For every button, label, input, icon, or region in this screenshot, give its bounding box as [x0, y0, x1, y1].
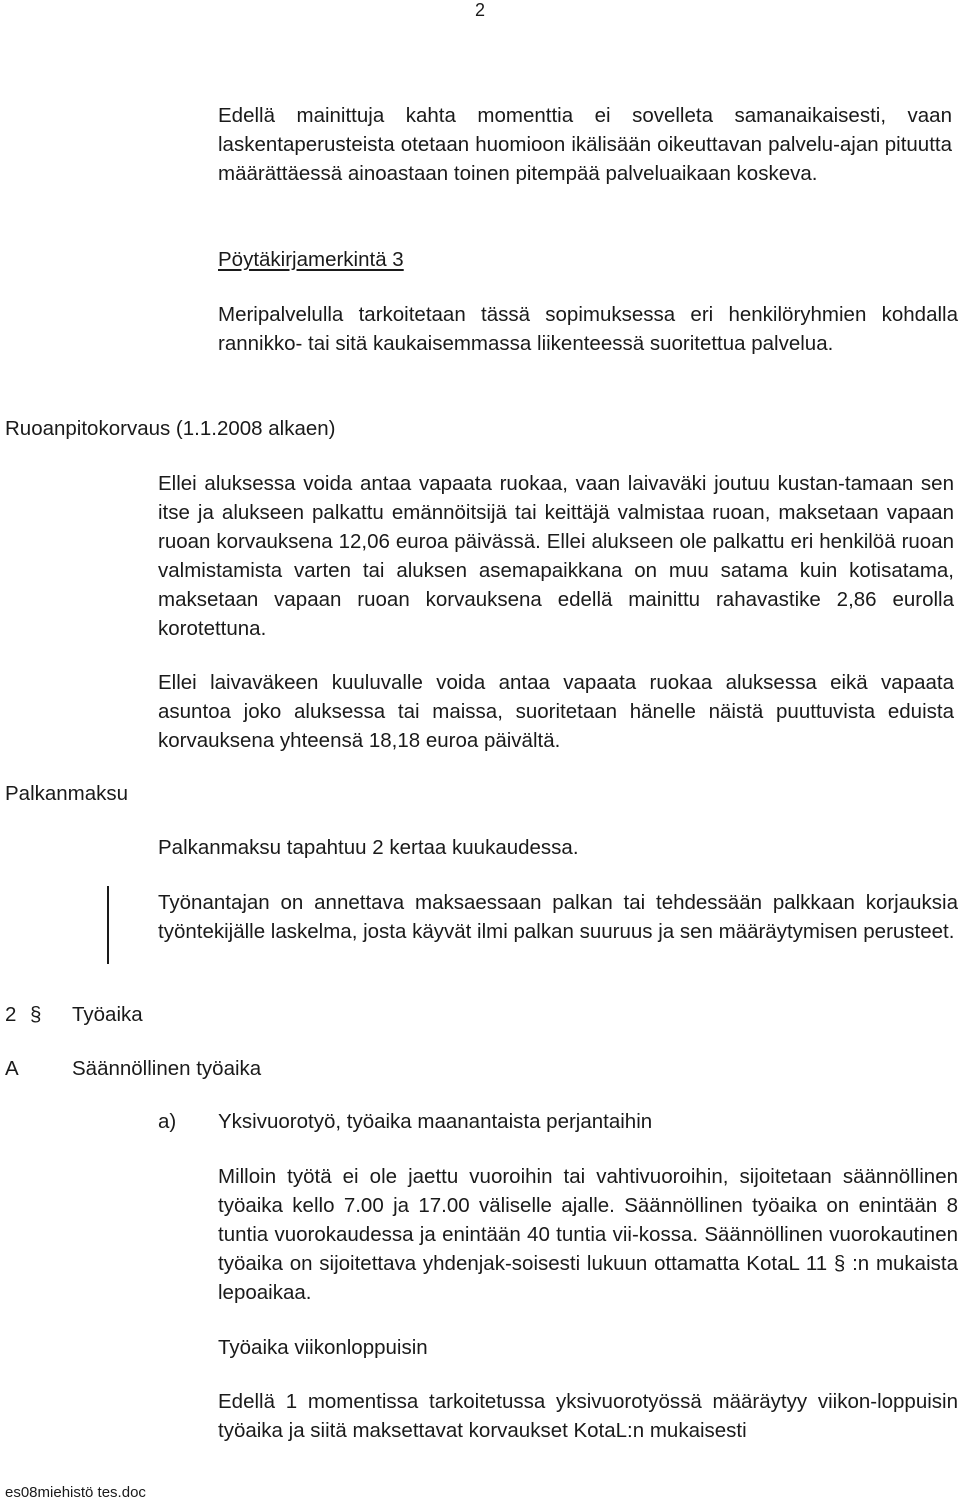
- item-title: Yksivuorotyö, työaika maanantaista perjantaihin: [218, 1110, 653, 1133]
- food-paragraph-1: Ellei aluksessa voida antaa vapaata ruokaa, vaan laivaväki joutuu kustan-tamaan sen itse ja alukseen palkattu emännöitsijä tai keittäjä valmistaa ruoan, maksetaan vapaan ruoan korvauksena 12,06 euroa päivässä. Ellei alukseen ole palkattu eri henkilöä ruoan valmistamista varten tai aluksen asemapaikkana on muu satama kuin kotisatama, maksetaan vapaan ruoan korvauksena edellä mainittu rahavastike 2,86 eurolla korotettuna.: [158, 472, 954, 640]
- pay-paragraph-2: Työnantajan on annettava maksaessaan palkan tai tehdessään palkkaan korjauksia työntekijälle laskelma, josta käyvät ilmi palkan suuruus ja sen määräytymisen perusteet.: [158, 891, 958, 943]
- item-label: a): [158, 1110, 177, 1133]
- section-symbol: §: [30, 1003, 42, 1026]
- pay-paragraph-1: Palkanmaksu tapahtuu 2 kertaa kuukaudessa.: [158, 836, 579, 859]
- heading-food-allowance: Ruoanpitokorvaus (1.1.2008 alkaen): [5, 417, 336, 440]
- protocol-paragraph: Meripalvelulla tarkoitetaan tässä sopimuksessa eri henkilöryhmien kohdalla rannikko- tai sitä kaukaisemmassa liikenteessä suoritettua palvelua.: [218, 303, 958, 355]
- subsection-title: Säännöllinen työaika: [72, 1057, 262, 1080]
- protocol-note-title: Pöytäkirjamerkintä 3: [218, 248, 404, 271]
- weekend-paragraph: Edellä 1 momentissa tarkoitetussa yksivuorotyössä määräytyy viikon-loppuisin työaika ja siitä maksettavat korvaukset KotaL:n mukaisesti: [218, 1390, 958, 1442]
- subsection-letter: A: [5, 1057, 19, 1080]
- change-bar: [107, 886, 109, 964]
- section-title: Työaika: [72, 1003, 143, 1026]
- weekend-title: Työaika viikonloppuisin: [218, 1336, 428, 1359]
- work-paragraph: Milloin työtä ei ole jaettu vuoroihin tai vahtivuoroihin, sijoitetaan säännöllinen työaika kello 7.00 ja 17.00 väliselle ajalle. Säännöllinen työaika on enintään 8 tuntia vuorokaudessa ja enintään 40 tuntia vii-kossa. Säännöllinen vuorokautinen työaika on sijoitettava yhdenjak-soisesti lukuun ottamatta KotaL 11 § :n mukaista lepoaikaa.: [218, 1165, 958, 1304]
- heading-pay: Palkanmaksu: [5, 782, 129, 805]
- section-number: 2: [5, 1003, 17, 1026]
- page-number: 2: [474, 0, 485, 20]
- food-paragraph-2: Ellei laivaväkeen kuuluvalle voida antaa vapaata ruokaa aluksessa eikä vapaata asuntoa joko aluksessa tai maissa, suoritetaan hänelle näistä puuttuvista eduista korvauksena yhteensä 18,18 euroa päivältä.: [158, 671, 954, 752]
- intro-paragraph: Edellä mainittuja kahta momenttia ei sovelleta samanaikaisesti, vaan laskentaperusteista otetaan huomioon ikälisään oikeuttavan palvelu-ajan pituutta määrättäessä ainoastaan toinen pitempää palveluaikaan koskeva.: [218, 104, 952, 185]
- footer-filename: es08miehistö tes.doc: [5, 1484, 146, 1501]
